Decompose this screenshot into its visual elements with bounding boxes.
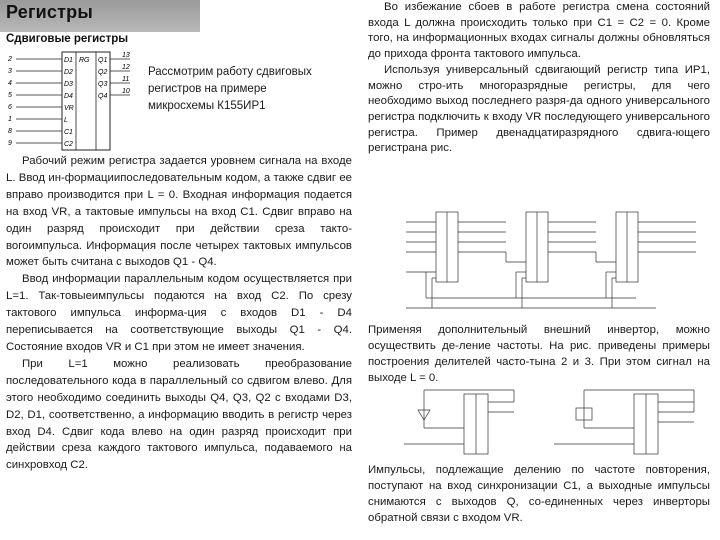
pin-number: 13	[122, 52, 130, 59]
pin-number: 4	[8, 80, 12, 87]
output-label: Q2	[98, 69, 108, 76]
pin-number: 10	[122, 88, 130, 95]
block-label: RG	[79, 57, 90, 64]
paragraph-parallel-input: Ввод информации параллельным кодом осуществляется при L=1. Так-товыеимпульсы подаются на вход C2. По срезу тактового импульса информа-ция с входов D1 - D4 переписывается на соответствующие выходы Q1 - Q4. Состояние входов VR и C1 при этом не имеет значения.	[6, 273, 352, 353]
right-column-top	[368, 0, 710, 157]
pin-number: 3	[8, 68, 12, 75]
section-subtitle: Сдвиговые регистры	[6, 33, 129, 45]
left-column	[6, 153, 352, 474]
chip-pinout-diagram	[4, 50, 144, 152]
chip-left-pins	[7, 56, 62, 147]
input-label: VR	[64, 105, 74, 112]
paragraph-clock-input: Импульсы, подлежащие делению по частоте повторения, поступают на вход синхронизации C1, а выходные импульсы снимаются с выходов Q, со-единенных через инверторы обратной связи с входом VR.	[368, 464, 710, 524]
pin-number: 12	[122, 64, 130, 71]
pin-number: 6	[8, 104, 12, 111]
pin-number: 5	[8, 92, 12, 99]
input-label: L	[64, 117, 68, 124]
right-column-bottom	[368, 462, 710, 526]
chip-output-labels	[98, 57, 107, 100]
input-label: C1	[64, 129, 73, 136]
output-label: Q1	[98, 57, 108, 64]
pin-number: 11	[122, 76, 130, 83]
pin-number: 8	[8, 128, 12, 135]
paragraph-multibit-register: Используя универсальный сдвигающий регистр типа ИР1, можно стро-ить многоразрядные регистры, для чего необходимо выход последнего разря-да одного универсального регистра подключить к входу VR последующего универсального регистра. Пример двенадцатиразрядного сдвига-ющего регистрана рис.	[368, 63, 710, 155]
right-column-middle	[368, 322, 710, 386]
paragraph-shift-left: При L=1 можно реализовать преобразование последовательного кода в параллельный со сдвигом влево. Для этого необходимо соединить выходы Q4, Q3, Q2 с входами D3, D2, D1, соответственно, а информацию вводить в регистр через вход D4. Сдвиг кода влево на один разряд происходит при действии среза каждого тактового импульса, подаваемого на синхровход C2.	[6, 357, 352, 472]
input-label: D1	[64, 57, 73, 64]
pin-number: 1	[8, 116, 12, 123]
input-label: D4	[64, 93, 73, 100]
pin-number: 9	[8, 140, 12, 147]
paragraph-serial-input: Рабочий режим регистра задается уровнем сигнала на входе L. Ввод ин-формациипоследовательным кодом, а также сдвиг ее вправо производится при L = 0. Входная информация подается на вход VR, а тактовые импульсы на вход C1. Сдвиг вправо на один разряд происходит при действии среза такто-вогоимпульса. Информация после четырех тактовых импульсов может быть считана с выходов Q1 - Q4.	[6, 155, 352, 269]
output-label: Q3	[98, 81, 108, 88]
intro-text: Рассмотрим работу сдвиговых регистров на примере микросхемы К155ИР1	[148, 66, 312, 112]
slide-title: Регистры	[6, 2, 93, 22]
input-label: D3	[64, 81, 73, 88]
input-label: D2	[64, 69, 73, 76]
paragraph-frequency-division: Применяя дополнительный внешний инвертор, можно осуществить де-ление частоты. На рис. приведены примеры построения делителей часто-тына 2 и 3. При этом сигнал на выходе L = 0.	[368, 324, 710, 384]
output-label: Q4	[98, 93, 108, 100]
chip-right-pins	[110, 52, 130, 95]
input-label: C2	[64, 141, 73, 148]
paragraph-glitch-avoidance: Во избежание сбоев в работе регистра смена состояний входа L должна происходить только при C1 = C2 = 0. Кроме того, на информационных входах сигналы должны обновляться до прихода фронта тактового импульса.	[368, 1, 710, 61]
frequency-divider-diagram	[404, 388, 704, 460]
twelve-bit-register-diagram	[396, 208, 716, 318]
chip-input-labels	[64, 57, 74, 148]
pin-number: 2	[8, 56, 12, 63]
